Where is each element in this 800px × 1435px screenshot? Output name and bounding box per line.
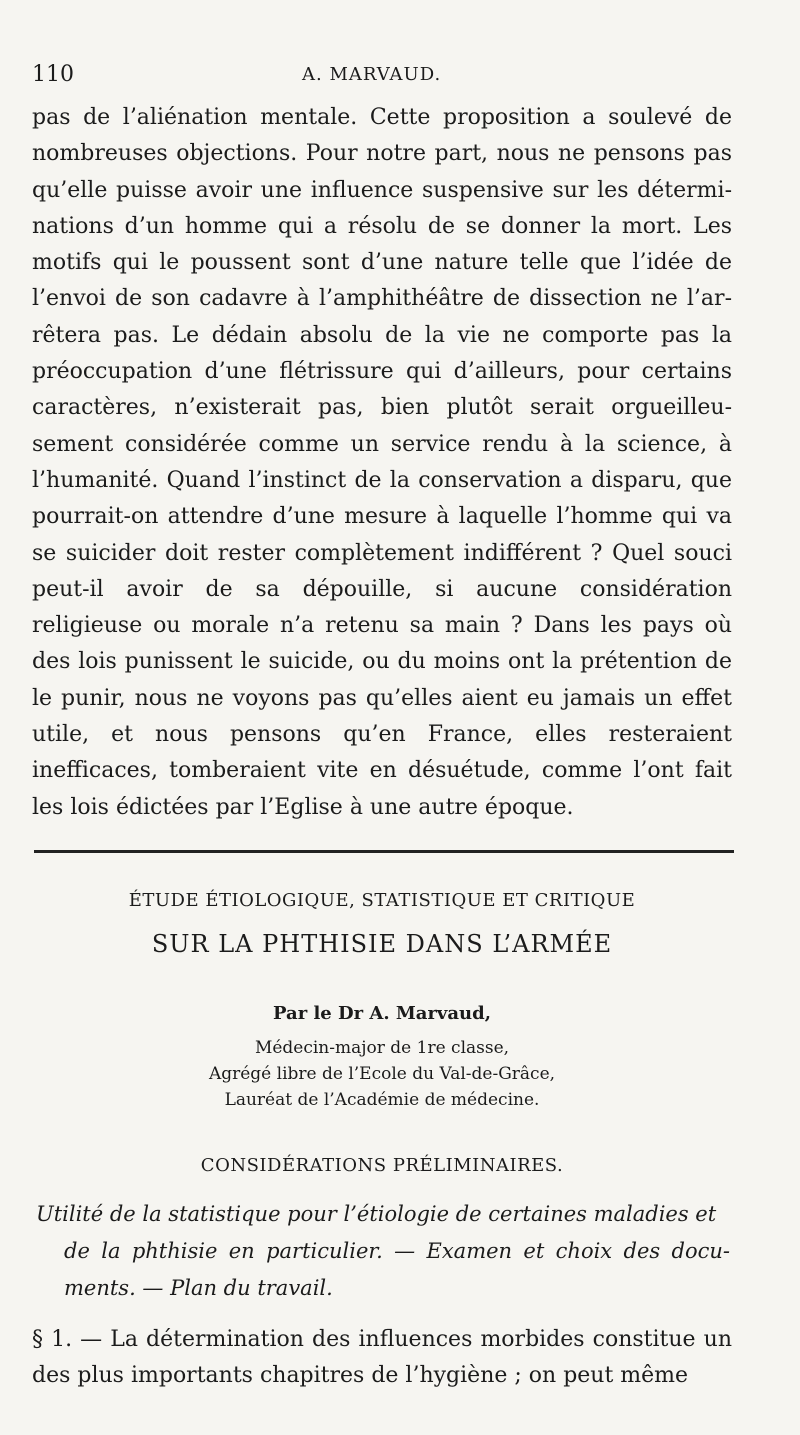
opening-paragraph: § 1. — La détermination des influences morbides constitue un des plus importants chapitres de l’hygiène ; on peut même — [32, 1327, 732, 1388]
section-title: CONSIDÉRATIONS PRÉLIMINAIRES. — [200, 1155, 564, 1176]
summary-continuation: de la phthisie en particulier. — Examen et choix des documents. — Plan du travail. — [64, 1239, 730, 1300]
affiliation-line: Agrégé libre de l’Ecole du Val-de-Grâce, — [208, 1064, 556, 1084]
running-head: A. MARVAUD. — [302, 64, 442, 85]
summary-line: Utilité de la statistique pour l’étiologie de certaines maladies et — [36, 1202, 717, 1226]
continued-paragraph: pas de l’aliénation mentale. Cette proposition a soulevé de nombreuses objections. Pour notre part, nous ne pensons pas qu’elle puisse avoir une influence suspensive sur les déterminations d’un homme qui a résolu de se donner la mort. Les motifs qui le poussent sont d’une nature telle que l’idée de l’envoi de son cadavre à l’amphithéâtre de dissection ne l’arrêtera pas. Le dédain absolu de la vie ne comporte pas la préoccupation d’une flétrissure qui d’ailleurs, pour certains caractères, n’existerait pas, bien plutôt serait orgueilleusement considérée comme un service rendu à la science, à l’humanité. Quand l’instinct de la conservation a disparu, que pourrait-on attendre d’une mesure à laquelle l’homme qui va se suicider doit rester complètement indifférent ? Quel souci peut-il avoir de sa dépouille, si aucune considération religieuse ou morale n’a retenu sa main ? Dans les pays où des lois punissent le suicide, ou du moins ont la prétention de le punir, nous ne voyons pas qu’elles aient eu jamais un effet utile, et nous pensons qu’en France, elles resteraient inefficaces, tomberaient vite en désuétude, comme l’ont fait les lois édictées par l’Eglise à une autre époque. — [32, 105, 732, 820]
page-header — [32, 62, 732, 92]
article-title: SUR LA PHTHISIE DANS L’ARMÉE — [151, 930, 613, 958]
affiliation-line: Médecin-major de 1re classe, — [254, 1038, 510, 1058]
section-divider — [34, 850, 734, 853]
section-summary — [36, 1196, 730, 1307]
page-number: 110 — [32, 62, 74, 87]
author-affiliations — [32, 1035, 732, 1113]
article-byline: Par le Dr A. Marvaud, — [272, 1003, 491, 1024]
article-kicker: ÉTUDE ÉTIOLOGIQUE, STATISTIQUE ET CRITIQUE — [128, 890, 636, 911]
affiliation-line: Lauréat de l’Académie de médecine. — [224, 1090, 540, 1110]
